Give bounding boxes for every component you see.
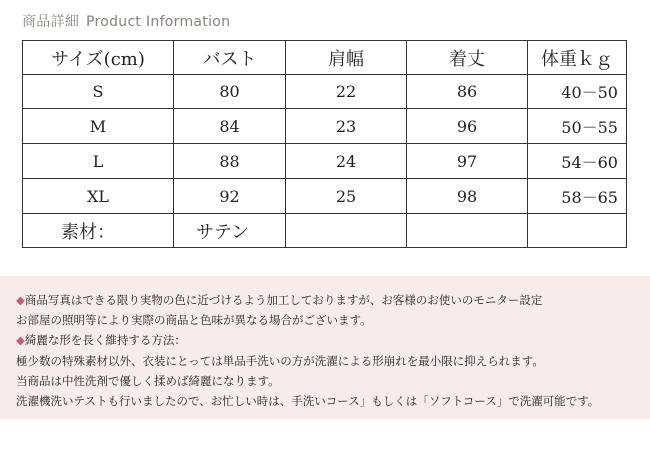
cell-size: L [23, 144, 174, 179]
cell-size: S [23, 75, 174, 109]
material-row [23, 214, 627, 248]
cell-weight: 54－60 [528, 144, 627, 179]
table-row [23, 144, 627, 179]
cell-weight: 50－55 [528, 109, 627, 144]
diamond-bullet-icon: ◆ [16, 333, 25, 348]
header-size: サイズ(cm) [23, 41, 174, 75]
cell-length: 86 [407, 75, 528, 109]
header-length: 着丈 [407, 41, 528, 75]
table-row [23, 75, 627, 109]
note-care-line3: 洗濯機洗いテストも行いましたので、お忙しい時は、手洗いコース」もしくは「ソフトコース」で洗濯可能です。 [16, 394, 600, 409]
cell-bust: 92 [174, 179, 286, 214]
material-value: サテン [174, 214, 286, 248]
note-color-line2: お部屋の照明等により実際の商品と色味が異なる場合がございます。 [16, 313, 372, 328]
note-care-line2: 当商品は中性洗剤で優しく揉めば綺麗になります。 [16, 373, 280, 388]
header-bust: バスト [174, 41, 286, 75]
empty-cell [528, 214, 627, 248]
cell-shoulder: 25 [286, 179, 407, 214]
section-header [22, 11, 230, 31]
diamond-bullet-icon: ◆ [16, 293, 25, 307]
note-care-line1: 極少数の特殊素材以外、衣装にとっては単品手洗いの方が洗濯による形崩れを最小限に抑えられます。 [16, 353, 544, 368]
cell-weight: 58－65 [528, 179, 627, 214]
empty-cell [407, 214, 528, 248]
cell-shoulder: 24 [286, 144, 407, 179]
cell-bust: 88 [174, 144, 286, 179]
note-care-title [16, 330, 650, 350]
section-title-en: Product Information [85, 14, 231, 30]
table-header-row [23, 41, 627, 75]
header-shoulder: 肩幅 [286, 41, 407, 75]
cell-length: 98 [407, 179, 528, 214]
cell-bust: 80 [174, 75, 286, 109]
notes-panel [0, 276, 650, 419]
cell-shoulder: 23 [286, 109, 407, 144]
material-label: 素材： [23, 214, 174, 248]
cell-length: 97 [407, 144, 528, 179]
note-color-line1 [16, 290, 650, 310]
note-care-title-text: 綺麗な形を長く維持する方法： [24, 333, 186, 348]
note-color-text: 商品写真はできる限り実物の色に近づけるよう加工しておりますが、お客様のお使いのモニター設定 [24, 293, 543, 307]
cell-size: M [23, 109, 174, 144]
section-title-jp: 商品詳細 [22, 14, 80, 30]
cell-size: XL [23, 179, 174, 214]
table-row [23, 109, 627, 144]
cell-bust: 84 [174, 109, 286, 144]
table-row [23, 179, 627, 214]
cell-weight: 40－50 [528, 75, 627, 109]
empty-cell [286, 214, 407, 248]
cell-shoulder: 22 [286, 75, 407, 109]
size-table [22, 40, 627, 248]
header-weight: 体重ｋｇ [528, 41, 627, 75]
cell-length: 96 [407, 109, 528, 144]
